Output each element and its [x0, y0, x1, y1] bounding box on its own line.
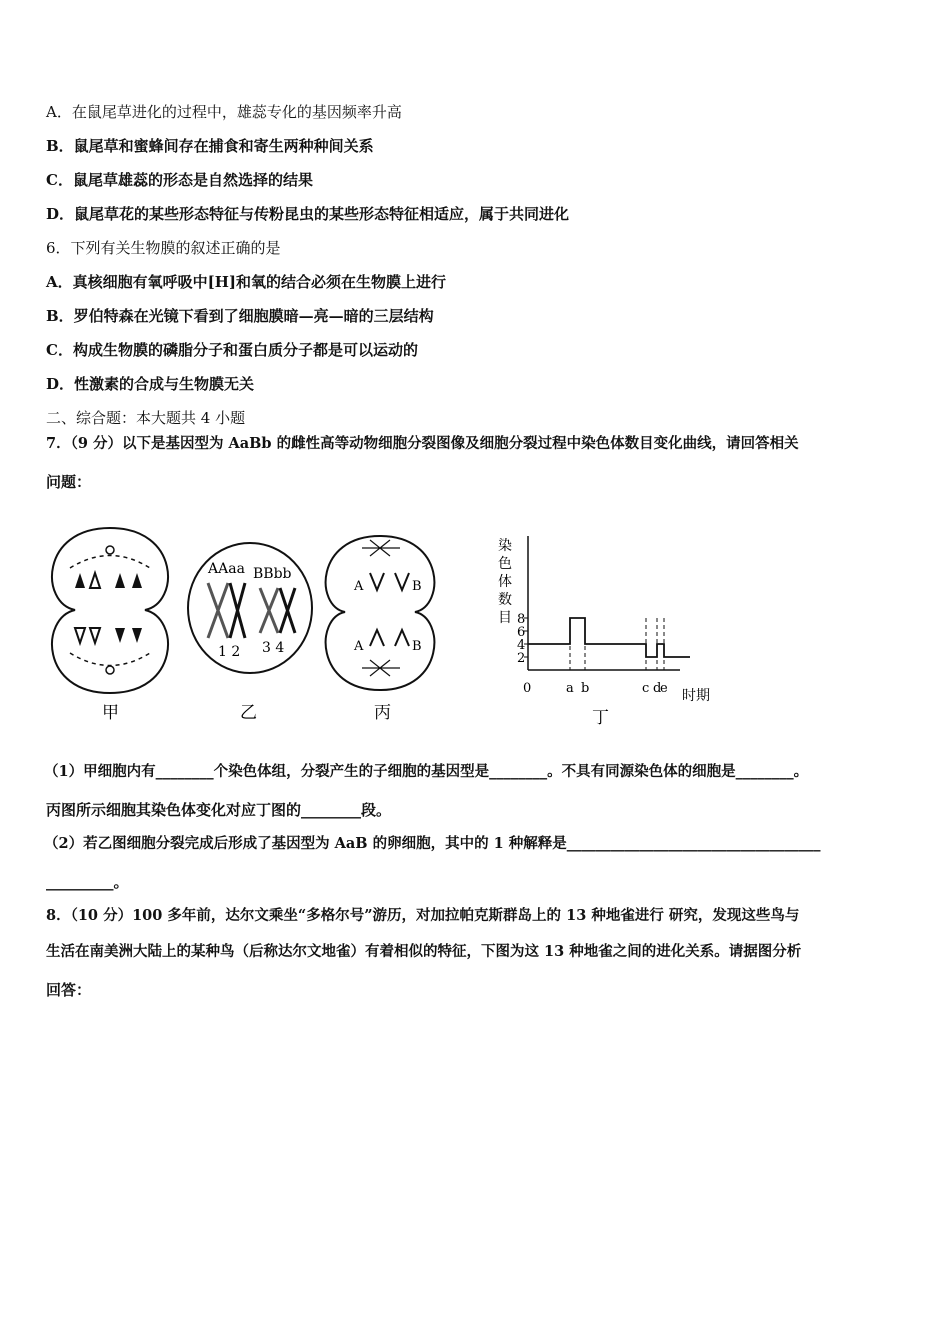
cell-bing-label: 丙 — [374, 703, 391, 723]
y-ticks — [517, 612, 528, 666]
cell-bing-top-right: B — [412, 579, 422, 594]
cell-yi-label: 乙 — [240, 703, 257, 723]
q6-option-d: D．性激素的合成与生物膜无关 — [46, 375, 255, 393]
cell-jia-label: 甲 — [102, 703, 119, 723]
cell-bing — [326, 536, 435, 690]
q7-stem-line2: 问题： — [46, 473, 92, 491]
q5-option-b: B．鼠尾草和蜜蜂间存在捕食和寄生两种种间关系 — [46, 137, 374, 155]
cell-yi — [188, 543, 312, 673]
q6-stem: 6．下列有关生物膜的叙述正确的是 — [46, 239, 281, 257]
q7-figure — [40, 518, 740, 733]
x-mark-label-d: d — [653, 681, 662, 696]
q5-option-d: D．鼠尾草花的某些形态特征与传粉昆虫的某些形态特征相适应，属于共同进化 — [46, 205, 570, 223]
chart-ylabel-c5: 目 — [498, 610, 512, 626]
cell-jia — [52, 528, 168, 693]
chart-ylabel-c1: 染 — [498, 538, 512, 554]
chart-ylabel-c2: 色 — [498, 556, 512, 572]
y-tick-label: 4 — [517, 638, 526, 653]
q5-option-c: C．鼠尾草雄蕊的形态是自然选择的结果 — [46, 171, 313, 189]
cell-bing-bot-left: A — [354, 639, 364, 654]
section-heading: 二、综合题：本大题共 4 小题 — [46, 409, 246, 427]
cell-yi-nums-right: 3 4 — [262, 640, 285, 656]
cell-yi-nums-left: 1 2 — [218, 644, 241, 660]
q8-line1: 8．（10 分）100 多年前，达尔文乘坐“多格尔号”游历，对加拉帕克斯群岛上的 13 种地雀进行 研究，发现这些鸟与 — [46, 907, 800, 924]
cell-yi-genes-right: BBbb — [253, 566, 292, 582]
chart-ylabel-c4: 数 — [498, 592, 512, 608]
q7-part1-line1: （1）甲细胞内有________个染色体组，分裂产生的子细胞的基因型是________。不具有同源染色体的细胞是________。 — [44, 763, 809, 780]
x-mark-label-e: e — [660, 681, 668, 696]
y-tick-label: 2 — [517, 651, 526, 666]
figure-svg — [40, 518, 740, 733]
cell-yi-genes-left: AAaa — [208, 561, 245, 577]
chart-ding — [498, 536, 710, 728]
y-tick-label: 6 — [517, 625, 526, 640]
cell-jia-chromosomes — [75, 573, 142, 643]
q7-part1-line2: 丙图所示细胞其染色体变化对应丁图的________段。 — [46, 801, 392, 819]
x-mark-label-b: b — [581, 681, 590, 696]
x-mark-label-c: c — [642, 681, 650, 696]
q6-option-b: B．罗伯特森在光镜下看到了细胞膜暗—亮—暗的三层结构 — [46, 307, 434, 325]
chart-ylabel — [498, 537, 512, 626]
cell-bing-bot-right: B — [412, 639, 422, 654]
axis-x-label: 时期 — [682, 688, 710, 704]
q5-option-a: A．在鼠尾草进化的过程中，雄蕊专化的基因频率升高 — [46, 103, 402, 121]
q7-stem-line1: 7．（9 分）以下是基因型为 AaBb 的雌性高等动物细胞分裂图像及细胞分裂过程中染色体数目变化曲线，请回答相关 — [46, 435, 799, 452]
q7-part2-line1: （2）若乙图细胞分裂完成后形成了基因型为 AaB 的卵细胞，其中的 1 种解释是___________________________________ — [44, 835, 821, 852]
chart-ylabel-c3: 体 — [498, 574, 512, 590]
q8-line2: 生活在南美洲大陆上的某种鸟（后称达尔文地雀）有着相似的特征，下图为这 13 种地雀之间的进化关系。请据图分析 — [46, 943, 802, 960]
q6-option-c: C．构成生物膜的磷脂分子和蛋白质分子都是可以运动的 — [46, 341, 418, 359]
q7-part2-line2: _________。 — [46, 873, 129, 891]
chromosome-curve — [528, 618, 690, 657]
chart-label: 丁 — [592, 708, 609, 728]
q8-line3: 回答： — [46, 981, 92, 999]
x-mark-label-a: a — [566, 681, 574, 696]
axis-origin: 0 — [523, 681, 532, 696]
cell-bing-top-left: A — [354, 579, 364, 594]
y-tick-label: 8 — [517, 612, 526, 627]
q6-option-a: A．真核细胞有氧呼吸中[H]和氧的结合必须在生物膜上进行 — [46, 273, 447, 291]
